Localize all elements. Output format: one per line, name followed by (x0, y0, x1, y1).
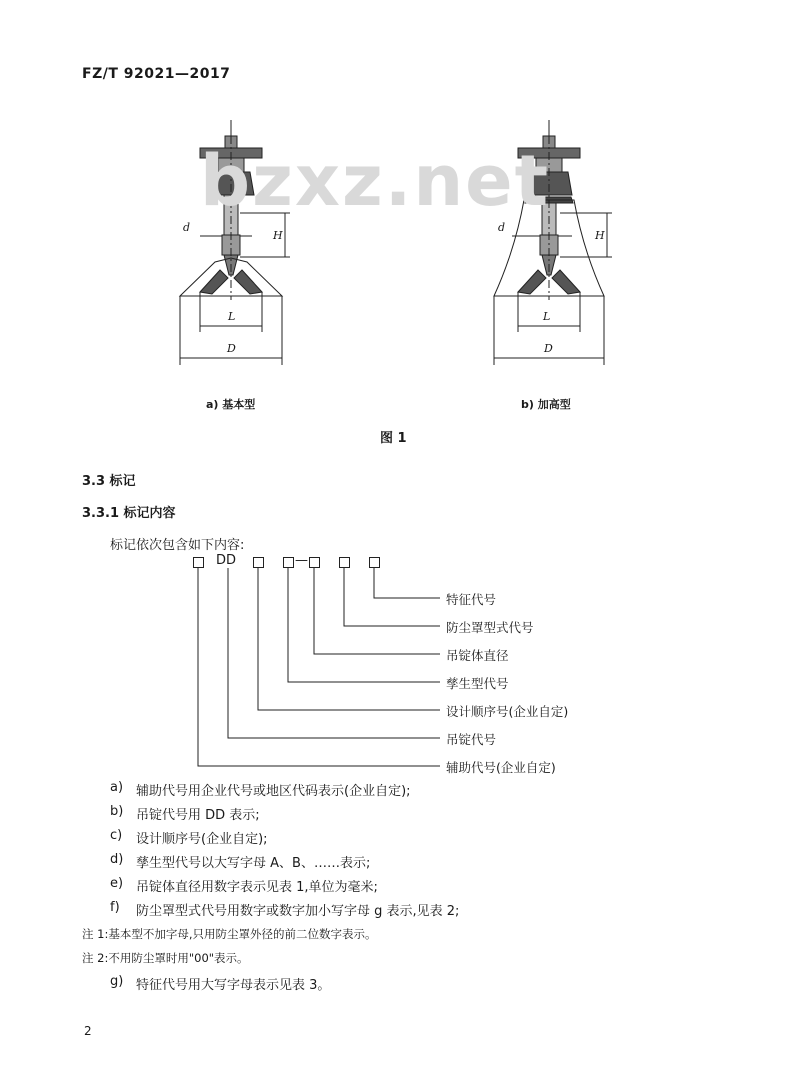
section-title: 3.3 标记 (82, 474, 136, 489)
list-item-key: c) (110, 828, 123, 843)
list-item: 孳生型代号以大写字母 A、B、……表示; (136, 856, 371, 871)
standard-header: FZ/T 92021—2017 (82, 66, 231, 82)
code-dash: — (295, 553, 308, 568)
dim-L-label-b: L (543, 310, 551, 323)
note-1: 注 1:基本型不加字母,只用防尘罩外径的前二位数字表示。 (82, 927, 377, 941)
dim-d-label-b: d (498, 221, 506, 234)
dim-D-label-b: D (544, 342, 553, 355)
list-item-key: a) (110, 780, 124, 795)
list-item-key: d) (110, 852, 124, 867)
note-2: 注 2:不用防尘罩时用"00"表示。 (82, 951, 249, 965)
marking-intro: 标记依次包含如下内容: (110, 538, 245, 553)
subsection-title: 3.3.1 标记内容 (82, 506, 176, 521)
list-item: 特征代号用大写字母表示见表 3。 (136, 978, 331, 993)
code-dd: DD (216, 553, 237, 568)
list-item: 辅助代号用企业代号或地区代码表示(企业自定); (136, 784, 411, 799)
list-item: 吊锭体直径用数字表示见表 1,单位为毫米; (136, 880, 378, 895)
dim-H-label-b: H (595, 229, 605, 242)
marking-label-auxiliary: 辅助代号(企业自定) (446, 760, 556, 775)
list-item: 吊锭代号用 DD 表示; (136, 808, 260, 823)
figure-caption-b: b) 加高型 (521, 398, 571, 411)
list-item-key: e) (110, 876, 124, 891)
figure-caption-a: a) 基本型 (206, 398, 256, 411)
marking-label-design-seq: 设计顺序号(企业自定) (446, 704, 569, 719)
figure-title: 图 1 (380, 431, 407, 446)
marking-label-diameter: 吊锭体直径 (446, 648, 509, 663)
dim-D-label-a: D (227, 342, 236, 355)
list-item-key: b) (110, 804, 124, 819)
dim-H-label-a: H (273, 229, 283, 242)
watermark: bzxz.net (200, 140, 551, 222)
page-number: 2 (84, 1024, 92, 1038)
marking-label-dust-cover: 防尘罩型式代号 (446, 620, 534, 635)
list-item-key: f) (110, 900, 120, 915)
dim-L-label-a: L (228, 310, 236, 323)
marking-label-dd: 吊锭代号 (446, 732, 497, 747)
marking-label-feature: 特征代号 (446, 592, 497, 607)
list-item: 设计顺序号(企业自定); (136, 832, 268, 847)
list-item: 防尘罩型式代号用数字或数字加小写字母 g 表示,见表 2; (136, 904, 460, 919)
dim-d-label-a: d (183, 221, 191, 234)
list-item-key: g) (110, 974, 124, 989)
marking-label-type: 孳生型代号 (446, 676, 509, 691)
